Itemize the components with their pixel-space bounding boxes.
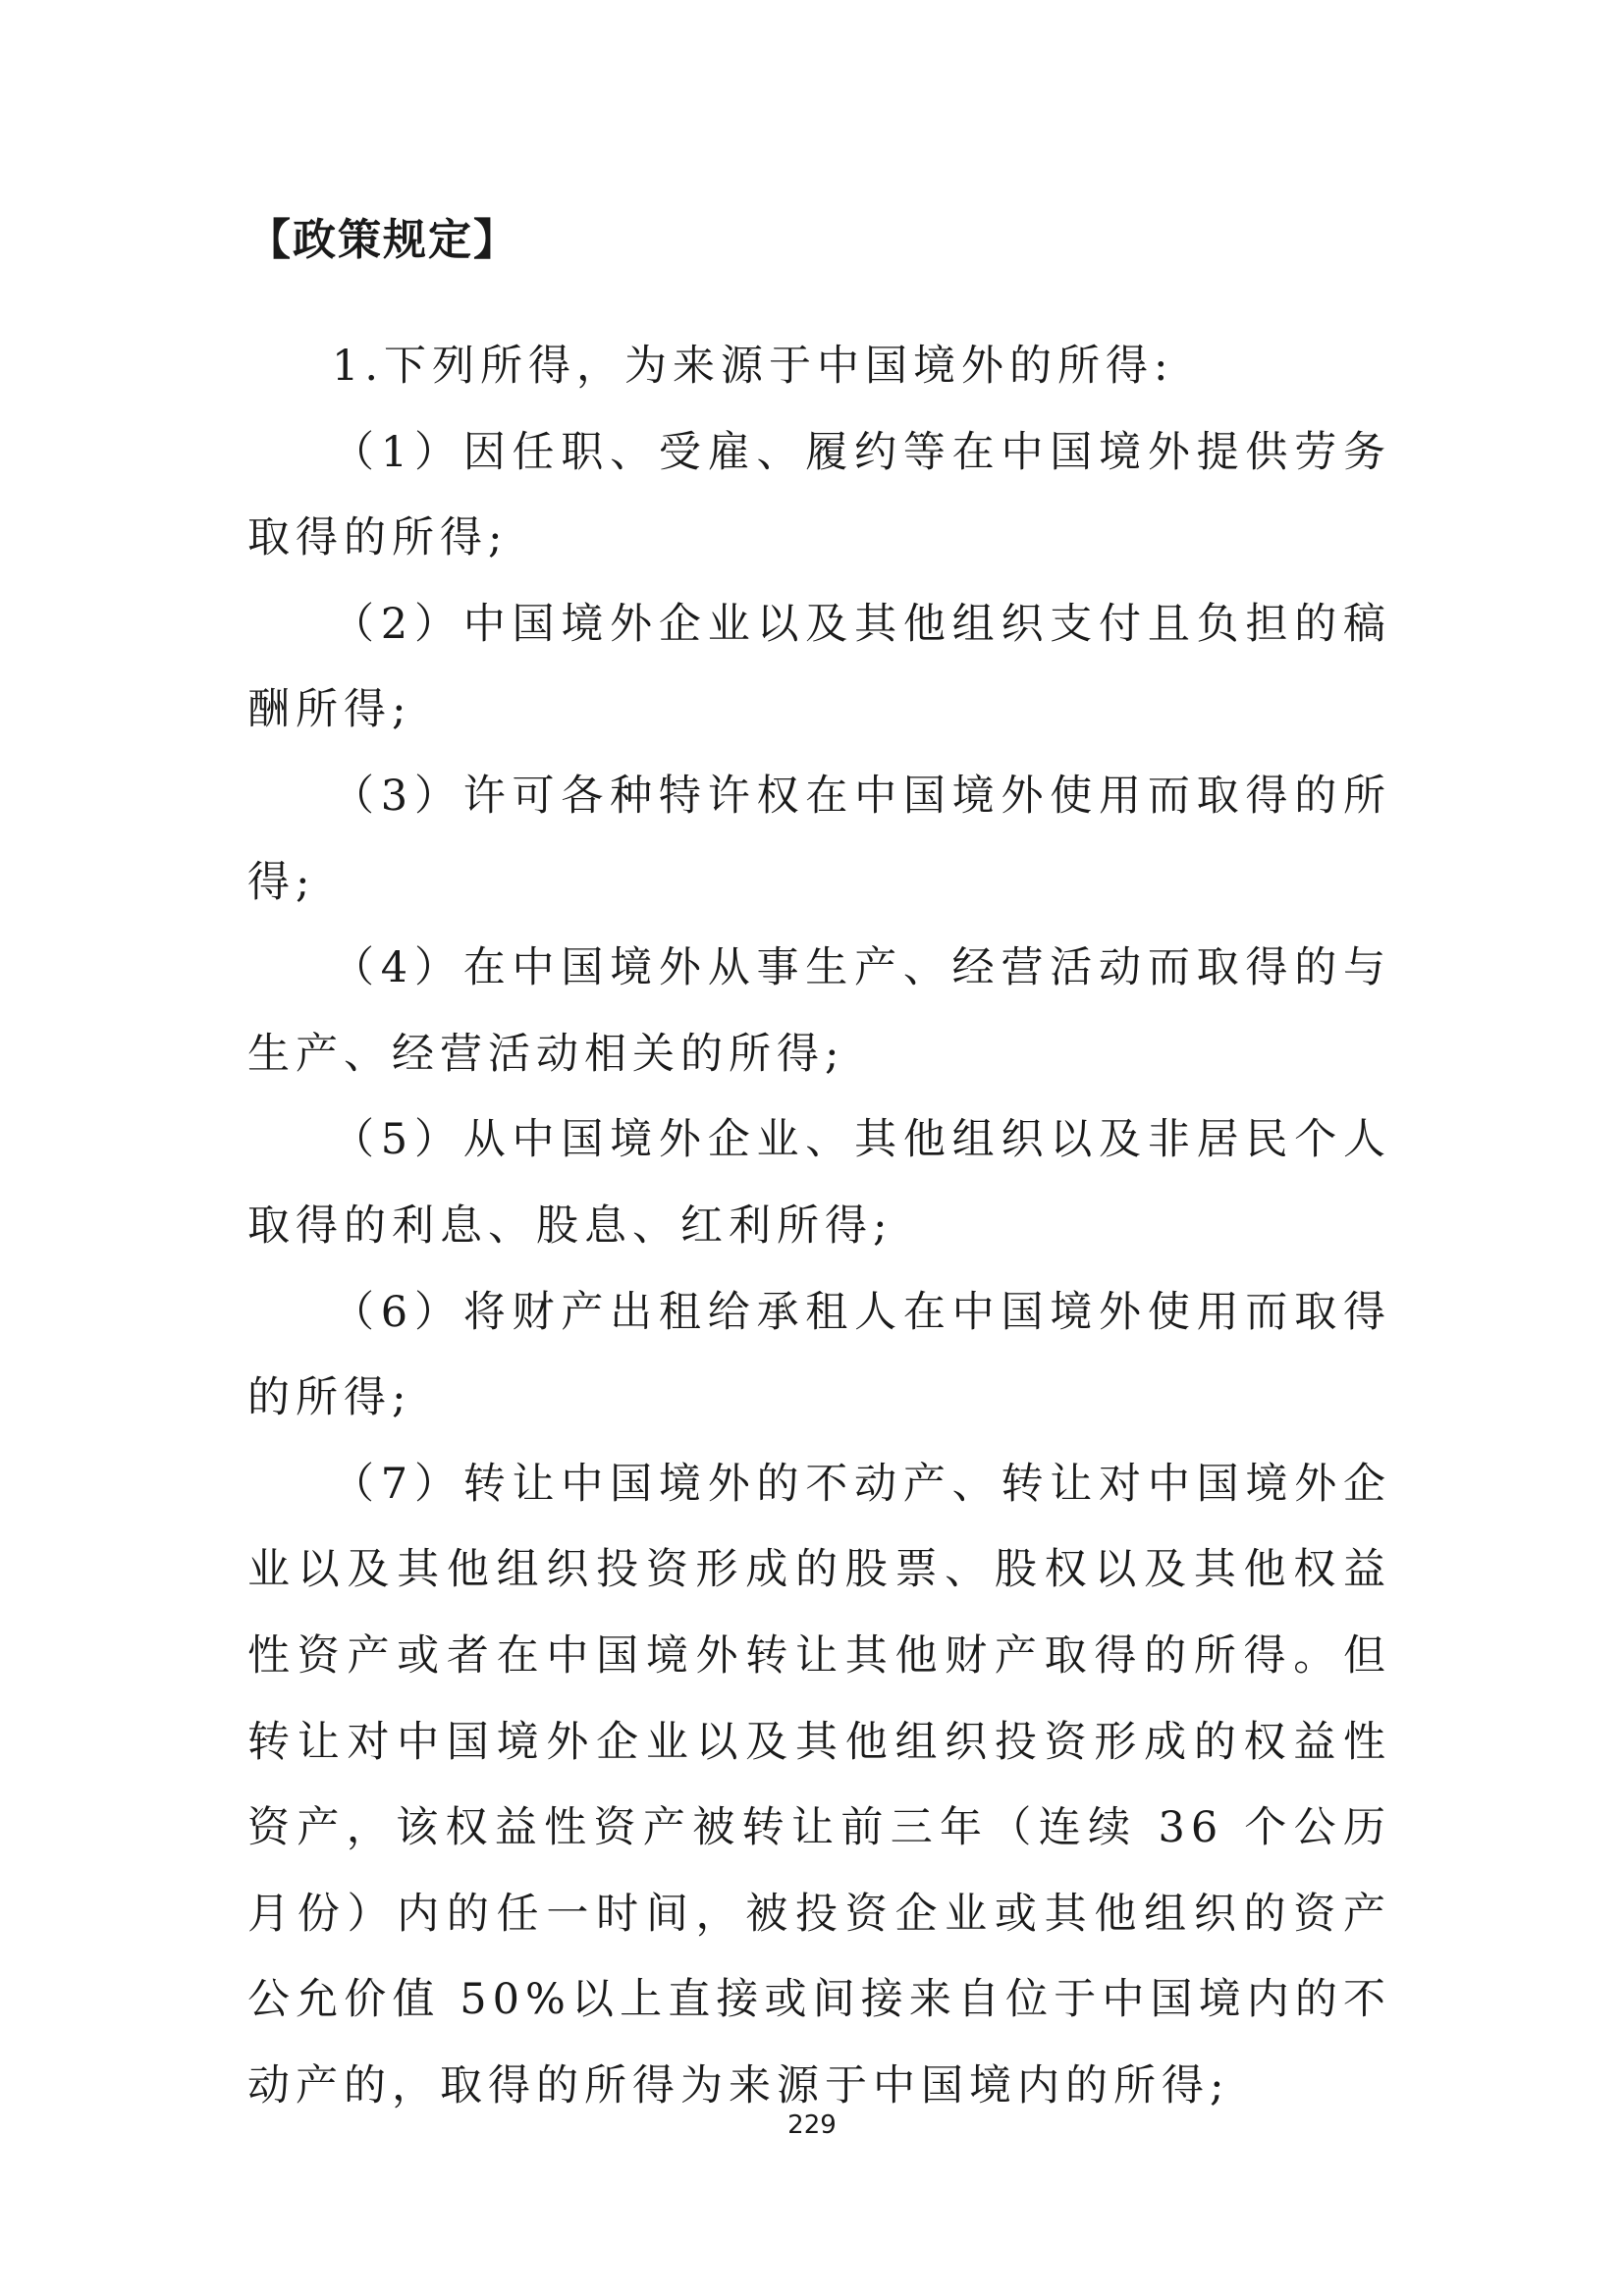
paragraph-item-3: （3）许可各种特许权在中国境外使用而取得的所得; <box>247 771 1391 907</box>
page-number: 229 <box>787 2110 837 2140</box>
paragraph-item-7: （7）转让中国境外的不动产、转让对中国境外企业以及其他组织投资形成的股票、股权以及其他权益性资产或者在中国境外转让其他财产取得的所得。但转让对中国境外企业以及其他组织投资形成的权益性资产，该权益性资产被转让前三年（连续 36 个公历月份）内的任一时间，被投资企业或其他组织的资产公允价值 50%以上直接或间接来自位于中国境内的不动产的，取得的所得为来源于中国境内的所得; <box>247 1459 1391 2110</box>
paragraph-item-4: （4）在中国境外从事生产、经营活动而取得的与生产、经营活动相关的所得; <box>247 943 1391 1079</box>
section-heading: 【政策规定】 <box>247 215 518 265</box>
paragraph-item-6: （6）将财产出租给承租人在中国境外使用而取得的所得; <box>247 1287 1391 1423</box>
paragraph-item-5: （5）从中国境外企业、其他组织以及非居民个人取得的利息、股息、红利所得; <box>247 1115 1391 1251</box>
paragraph-1: 1.下列所得，为来源于中国境外的所得: <box>332 342 1174 391</box>
paragraph-item-2: （2）中国境外企业以及其他组织支付且负担的稿酬所得; <box>247 599 1391 735</box>
paragraph-item-1: （1）因任职、受雇、履约等在中国境外提供劳务取得的所得; <box>247 427 1391 563</box>
policy-body <box>247 324 1391 2129</box>
